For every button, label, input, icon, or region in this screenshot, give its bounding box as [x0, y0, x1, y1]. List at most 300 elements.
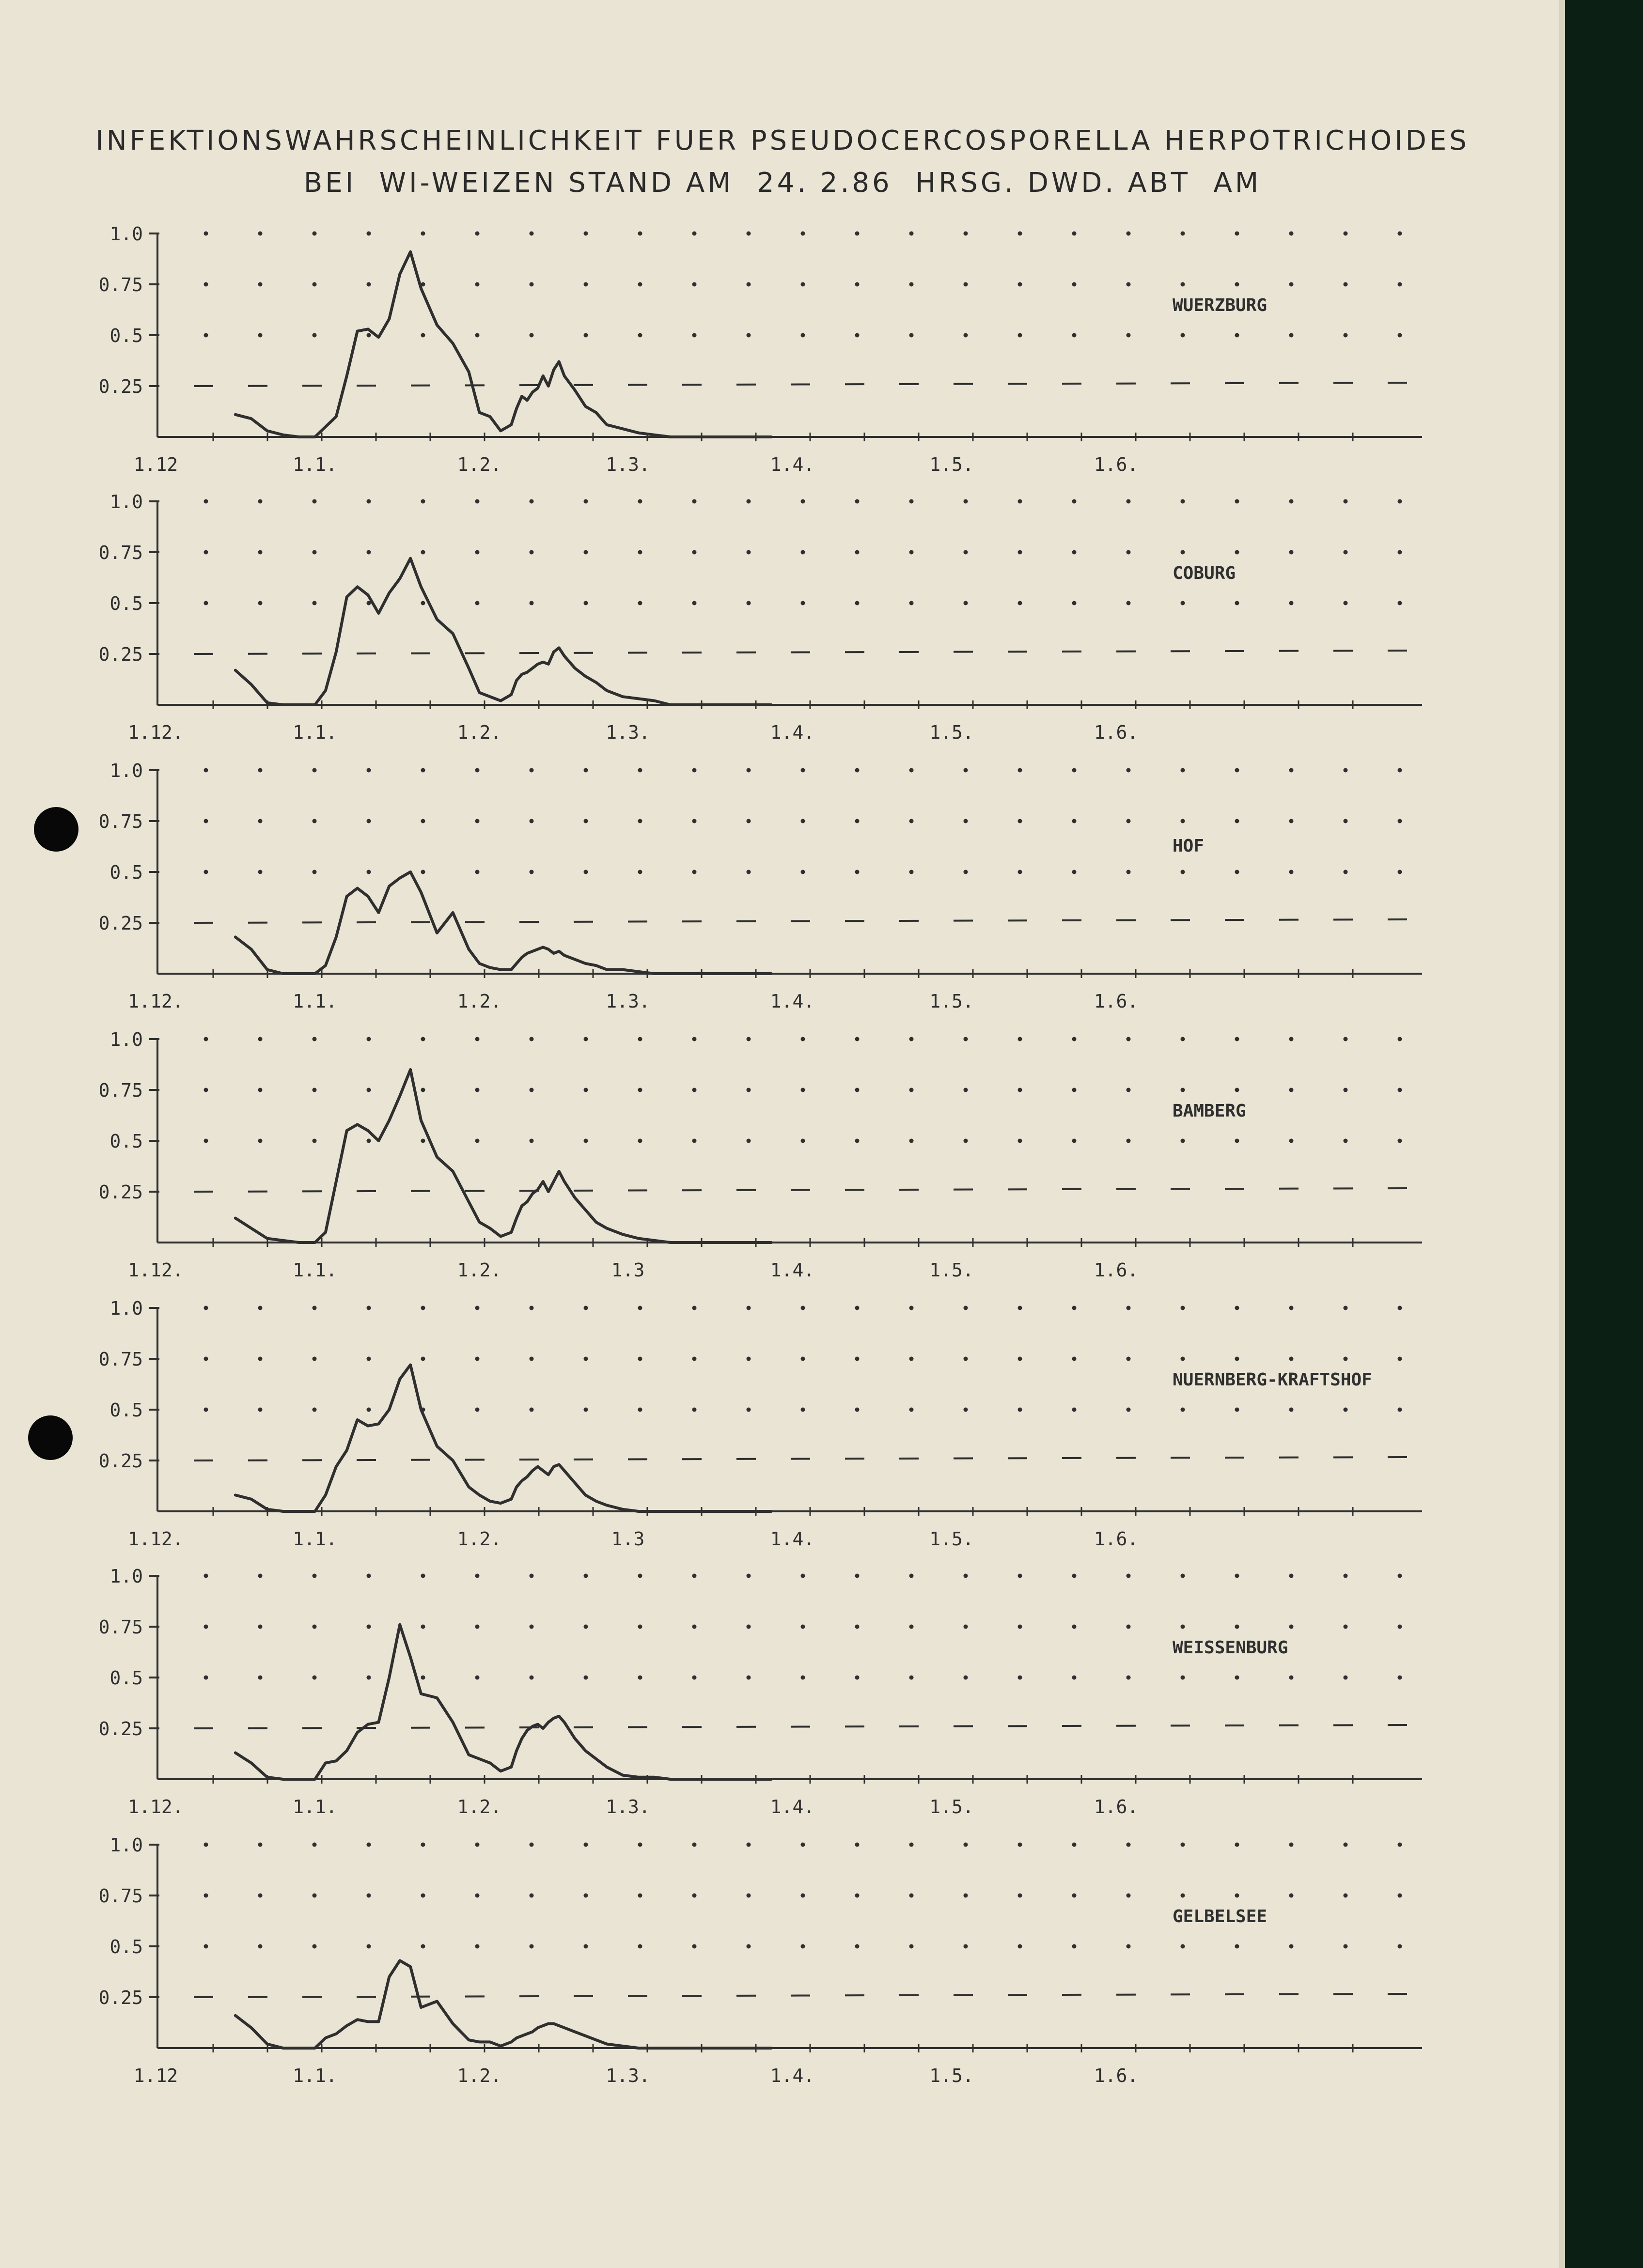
- data-point: [553, 1717, 555, 1719]
- threshold-line: [194, 383, 1410, 386]
- data-point: [266, 2043, 268, 2045]
- data-point: [367, 594, 369, 596]
- grid-dot: [258, 1894, 263, 1898]
- grid-dot: [475, 1306, 480, 1310]
- y-tick-label: 0.75: [98, 274, 143, 295]
- data-point: [266, 702, 268, 704]
- data-point: [521, 956, 523, 958]
- grid-dot: [584, 1408, 588, 1412]
- data-point: [436, 1156, 438, 1158]
- x-tick-label: 1.6.: [1094, 1259, 1139, 1281]
- grid-dot: [855, 1357, 860, 1361]
- grid-dot: [1181, 550, 1185, 555]
- data-point: [738, 436, 740, 438]
- data-point: [532, 2031, 533, 2033]
- grid-dot: [367, 1357, 371, 1361]
- data-point: [622, 428, 624, 430]
- grid-dot: [530, 1408, 534, 1412]
- data-point: [235, 414, 236, 416]
- grid-dot: [475, 1357, 480, 1361]
- data-point: [500, 969, 501, 971]
- grid-dot: [1127, 1306, 1131, 1310]
- y-tick-label: 0.5: [110, 1936, 143, 1957]
- grid-dot: [204, 1306, 208, 1310]
- grid-dot: [367, 333, 371, 338]
- data-point: [595, 964, 597, 966]
- grid-dot: [1235, 1574, 1239, 1578]
- data-point: [452, 342, 454, 344]
- grid-dot: [1072, 601, 1077, 606]
- grid-dot: [638, 1894, 642, 1898]
- x-tick-label: 1.5.: [929, 991, 974, 1012]
- data-point: [388, 885, 390, 887]
- data-point: [638, 1238, 640, 1240]
- grid-dot: [367, 1408, 371, 1412]
- data-point: [712, 2047, 714, 2049]
- grid-dot: [530, 1625, 534, 1629]
- grid-dot: [530, 499, 534, 504]
- data-point: [574, 2031, 576, 2033]
- y-tick-label: 0.5: [110, 593, 143, 614]
- grid-dot: [747, 282, 751, 287]
- x-tick-label: 1.5.: [929, 2065, 974, 2086]
- grid-dot: [258, 1574, 263, 1578]
- data-point: [622, 1774, 624, 1776]
- grid-dot: [801, 1088, 805, 1092]
- grid-dot: [801, 1843, 805, 1847]
- data-point: [606, 969, 608, 971]
- grid-dot: [1344, 768, 1348, 773]
- grid-dot: [855, 1676, 860, 1680]
- grid-dot: [204, 601, 208, 606]
- grid-dot: [313, 1357, 317, 1361]
- x-tick-label: 1.5.: [929, 722, 974, 743]
- data-point: [606, 1504, 608, 1506]
- data-point: [436, 324, 438, 326]
- data-point: [409, 1656, 411, 1658]
- data-point: [542, 1470, 544, 1472]
- station-label: WEISSENBURG: [1173, 1638, 1288, 1658]
- grid-dot: [801, 819, 805, 823]
- x-tick-label: 1.3.: [606, 991, 650, 1012]
- grid-dot: [964, 499, 968, 504]
- grid-dot: [475, 1139, 480, 1143]
- data-point: [574, 1482, 576, 1484]
- data-point: [638, 698, 640, 699]
- grid-dot: [692, 1676, 697, 1680]
- data-point: [654, 1510, 656, 1512]
- grid-dot: [855, 601, 860, 606]
- grid-dot: [1289, 768, 1294, 773]
- data-point: [388, 592, 390, 594]
- grid-dot: [801, 1037, 805, 1041]
- data-point: [654, 434, 656, 436]
- grid-dot: [855, 1306, 860, 1310]
- data-point: [399, 877, 401, 879]
- grid-dot: [367, 819, 371, 823]
- grid-dot: [1181, 1408, 1185, 1412]
- data-point: [622, 696, 624, 698]
- title-line-2: BEI WI-WEIZEN STAND AM 24. 2.86 HRSG. DWD. ABT AM: [303, 167, 1262, 199]
- data-point: [712, 1242, 714, 1243]
- grid-dot: [1289, 1088, 1294, 1092]
- grid-dot: [313, 1088, 317, 1092]
- data-point: [489, 416, 491, 418]
- data-point: [606, 2043, 608, 2045]
- data-point: [516, 1750, 517, 1752]
- grid-dot: [258, 1088, 263, 1092]
- data-point: [436, 1697, 438, 1699]
- grid-dot: [530, 1574, 534, 1578]
- grid-dot: [1181, 768, 1185, 773]
- grid-dot: [801, 768, 805, 773]
- grid-dot: [747, 870, 751, 874]
- grid-dot: [258, 232, 263, 236]
- data-point: [574, 389, 576, 391]
- data-point: [670, 2047, 672, 2049]
- grid-dot: [258, 1843, 263, 1847]
- data-point: [436, 619, 438, 621]
- grid-dot: [584, 768, 588, 773]
- y-tick-label: 0.75: [98, 1349, 143, 1370]
- data-point: [638, 2047, 640, 2049]
- grid-dot: [204, 1944, 208, 1949]
- data-point: [537, 1189, 539, 1191]
- grid-dot: [367, 499, 371, 504]
- grid-dot: [421, 1944, 425, 1949]
- grid-dot: [909, 1408, 914, 1412]
- grid-dot: [1181, 1676, 1185, 1680]
- data-point: [314, 704, 316, 706]
- data-point: [399, 1095, 401, 1097]
- grid-dot: [747, 550, 751, 555]
- grid-dot: [1344, 499, 1348, 504]
- grid-dot: [1289, 1625, 1294, 1629]
- grid-dot: [801, 550, 805, 555]
- grid-dot: [1018, 1357, 1022, 1361]
- data-point: [574, 667, 576, 669]
- threshold-line: [194, 1188, 1410, 1192]
- grid-dot: [584, 601, 588, 606]
- data-point: [346, 2025, 348, 2027]
- y-tick-label: 0.25: [98, 1181, 143, 1203]
- threshold-line: [194, 1457, 1410, 1460]
- data-point: [521, 395, 523, 397]
- grid-dot: [964, 870, 968, 874]
- x-tick-label: 1.12.: [128, 1528, 184, 1550]
- grid-dot: [1127, 601, 1131, 606]
- data-point: [606, 1227, 608, 1229]
- data-point: [335, 2033, 337, 2035]
- grid-dot: [530, 819, 534, 823]
- grid-dot: [638, 819, 642, 823]
- data-series-line: [235, 559, 771, 705]
- data-point: [420, 891, 422, 893]
- grid-dot: [692, 282, 697, 287]
- data-point: [690, 1778, 692, 1780]
- grid-dot: [747, 1625, 751, 1629]
- grid-dot: [1398, 1625, 1402, 1629]
- data-point: [367, 328, 369, 330]
- data-point: [468, 667, 470, 669]
- data-point: [690, 2047, 692, 2049]
- grid-dot: [692, 1894, 697, 1898]
- grid-dot: [313, 768, 317, 773]
- grid-dot: [530, 1357, 534, 1361]
- grid-dot: [638, 768, 642, 773]
- grid-dot: [747, 1088, 751, 1092]
- data-point: [532, 391, 533, 393]
- grid-dot: [530, 1037, 534, 1041]
- data-point: [558, 2025, 560, 2027]
- x-tick-label: 1.4.: [770, 1528, 815, 1550]
- data-series-line: [235, 1070, 771, 1243]
- x-tick-label: 1.3: [611, 1528, 645, 1550]
- grid-dot: [692, 1574, 697, 1578]
- y-tick-label: 0.5: [110, 1131, 143, 1152]
- data-point: [622, 1508, 624, 1510]
- grid-dot: [367, 232, 371, 236]
- x-tick-label: 1.5.: [929, 1259, 974, 1281]
- grid-dot: [692, 768, 697, 773]
- grid-dot: [964, 333, 968, 338]
- threshold-line: [194, 1725, 1410, 1728]
- grid-dot: [909, 1037, 914, 1041]
- grid-dot: [258, 499, 263, 504]
- grid-dot: [1398, 1894, 1402, 1898]
- grid-dot: [1344, 1139, 1348, 1143]
- data-point: [526, 399, 528, 401]
- grid-dot: [530, 1894, 534, 1898]
- grid-dot: [855, 1843, 860, 1847]
- grid-dot: [1127, 1625, 1131, 1629]
- data-point: [489, 2041, 491, 2043]
- grid-dot: [1072, 1574, 1077, 1578]
- grid-dot: [475, 550, 480, 555]
- data-point: [357, 887, 359, 889]
- data-point: [690, 1510, 692, 1512]
- grid-dot: [367, 1306, 371, 1310]
- data-point: [500, 2045, 501, 2047]
- grid-dot: [1127, 768, 1131, 773]
- grid-dot: [1235, 1037, 1239, 1041]
- grid-dot: [747, 1408, 751, 1412]
- grid-dot: [855, 819, 860, 823]
- grid-dot: [801, 870, 805, 874]
- grid-dot: [421, 1843, 425, 1847]
- grid-dot: [1289, 1408, 1294, 1412]
- data-point: [690, 1242, 692, 1243]
- data-point: [335, 936, 337, 938]
- data-point: [478, 1758, 480, 1760]
- x-tick-label: 1.3.: [606, 2065, 650, 2086]
- x-tick-label: 1.1.: [293, 2065, 337, 2086]
- data-point: [654, 2047, 656, 2049]
- grid-dot: [367, 1625, 371, 1629]
- grid-dot: [909, 1139, 914, 1143]
- data-point: [266, 1508, 268, 1510]
- data-point: [420, 1119, 422, 1121]
- grid-dot: [204, 870, 208, 874]
- data-point: [298, 2047, 300, 2049]
- grid-dot: [1018, 601, 1022, 606]
- data-point: [622, 969, 624, 971]
- grid-dot: [692, 499, 697, 504]
- threshold-line: [194, 1994, 1410, 1997]
- grid-dot: [692, 1139, 697, 1143]
- grid-dot: [855, 499, 860, 504]
- grid-dot: [1289, 1944, 1294, 1949]
- grid-dot: [1398, 1139, 1402, 1143]
- data-point: [654, 973, 656, 975]
- grid-dot: [1344, 1088, 1348, 1092]
- data-point: [521, 1480, 523, 1482]
- data-point: [654, 1240, 656, 1242]
- grid-dot: [1235, 499, 1239, 504]
- data-point: [282, 2047, 284, 2049]
- data-point: [325, 426, 327, 428]
- grid-dot: [1398, 1306, 1402, 1310]
- grid-dot: [801, 1894, 805, 1898]
- data-point: [282, 434, 284, 436]
- grid-dot: [692, 1088, 697, 1092]
- x-tick-label: 1.4.: [770, 991, 815, 1012]
- data-point: [770, 2047, 772, 2049]
- grid-dot: [1181, 819, 1185, 823]
- grid-dot: [1181, 1037, 1185, 1041]
- data-point: [638, 1510, 640, 1512]
- data-point: [542, 375, 544, 377]
- y-tick-label: 0.5: [110, 1667, 143, 1689]
- data-point: [325, 1494, 327, 1496]
- grid-dot: [584, 1037, 588, 1041]
- data-point: [298, 1778, 300, 1780]
- grid-dot: [1181, 1843, 1185, 1847]
- grid-dot: [909, 1676, 914, 1680]
- grid-dot: [638, 1944, 642, 1949]
- grid-dot: [1289, 1676, 1294, 1680]
- data-point: [436, 1445, 438, 1447]
- data-point: [489, 966, 491, 968]
- y-tick-label: 0.75: [98, 1080, 143, 1101]
- data-point: [563, 1470, 565, 1472]
- data-point: [584, 963, 586, 964]
- grid-dot: [367, 1088, 371, 1092]
- grid-dot: [855, 1408, 860, 1412]
- data-point: [558, 647, 560, 649]
- grid-dot: [584, 1306, 588, 1310]
- data-point: [388, 318, 390, 320]
- data-point: [367, 2020, 369, 2022]
- grid-dot: [1289, 550, 1294, 555]
- data-point: [553, 952, 555, 954]
- grid-dot: [1018, 1408, 1022, 1412]
- data-point: [388, 1119, 390, 1121]
- grid-dot: [1235, 282, 1239, 287]
- grid-dot: [584, 1843, 588, 1847]
- grid-dot: [1235, 1357, 1239, 1361]
- data-point: [548, 385, 549, 387]
- data-point: [532, 667, 533, 669]
- data-point: [399, 578, 401, 580]
- grid-dot: [204, 1357, 208, 1361]
- grid-dot: [204, 1037, 208, 1041]
- x-tick-label: 1.1.: [293, 1528, 337, 1550]
- punch-hole: [28, 1415, 73, 1460]
- grid-dot: [313, 550, 317, 555]
- x-tick-label: 1.6.: [1094, 1528, 1139, 1550]
- grid-dot: [1398, 1408, 1402, 1412]
- grid-dot: [421, 601, 425, 606]
- y-tick-label: 0.25: [98, 1718, 143, 1740]
- grid-dot: [692, 1843, 697, 1847]
- grid-dot: [584, 333, 588, 338]
- data-point: [266, 969, 268, 971]
- data-series-line: [235, 252, 771, 437]
- grid-dot: [855, 550, 860, 555]
- data-point: [478, 1494, 480, 1496]
- grid-dot: [1127, 1894, 1131, 1898]
- data-point: [357, 1123, 359, 1125]
- grid-dot: [1181, 870, 1185, 874]
- grid-dot: [1072, 333, 1077, 338]
- x-tick-label: 1.4.: [770, 722, 815, 743]
- data-point: [526, 671, 528, 673]
- data-point: [452, 1170, 454, 1172]
- y-tick-label: 1.0: [110, 1298, 143, 1319]
- data-point: [250, 1498, 252, 1500]
- grid-dot: [421, 819, 425, 823]
- grid-dot: [1072, 1408, 1077, 1412]
- chart-panel-wuerzburg: [98, 223, 1422, 475]
- grid-dot: [1018, 870, 1022, 874]
- data-point: [346, 1130, 348, 1132]
- grid-dot: [475, 870, 480, 874]
- grid-dot: [475, 333, 480, 338]
- grid-dot: [1181, 333, 1185, 338]
- grid-dot: [1289, 1574, 1294, 1578]
- data-point: [452, 2023, 454, 2025]
- data-point: [558, 950, 560, 952]
- grid-dot: [313, 282, 317, 287]
- data-point: [548, 948, 549, 950]
- data-point: [377, 2020, 379, 2022]
- data-point: [346, 895, 348, 897]
- data-point: [266, 1776, 268, 1778]
- grid-dot: [1072, 499, 1077, 504]
- grid-dot: [1398, 1574, 1402, 1578]
- grid-dot: [258, 819, 263, 823]
- grid-dot: [475, 1574, 480, 1578]
- grid-dot: [1235, 1306, 1239, 1310]
- data-point: [468, 948, 470, 950]
- grid-dot: [909, 1574, 914, 1578]
- grid-dot: [530, 333, 534, 338]
- grid-dot: [747, 499, 751, 504]
- data-point: [542, 1181, 544, 1182]
- grid-dot: [1181, 1944, 1185, 1949]
- data-point: [584, 405, 586, 407]
- grid-dot: [855, 768, 860, 773]
- data-point: [595, 682, 597, 684]
- data-point: [250, 1227, 252, 1229]
- grid-dot: [1018, 768, 1022, 773]
- grid-dot: [421, 550, 425, 555]
- grid-dot: [1344, 1574, 1348, 1578]
- y-tick-label: 0.25: [98, 376, 143, 397]
- data-point: [346, 1750, 348, 1752]
- data-point: [770, 973, 772, 975]
